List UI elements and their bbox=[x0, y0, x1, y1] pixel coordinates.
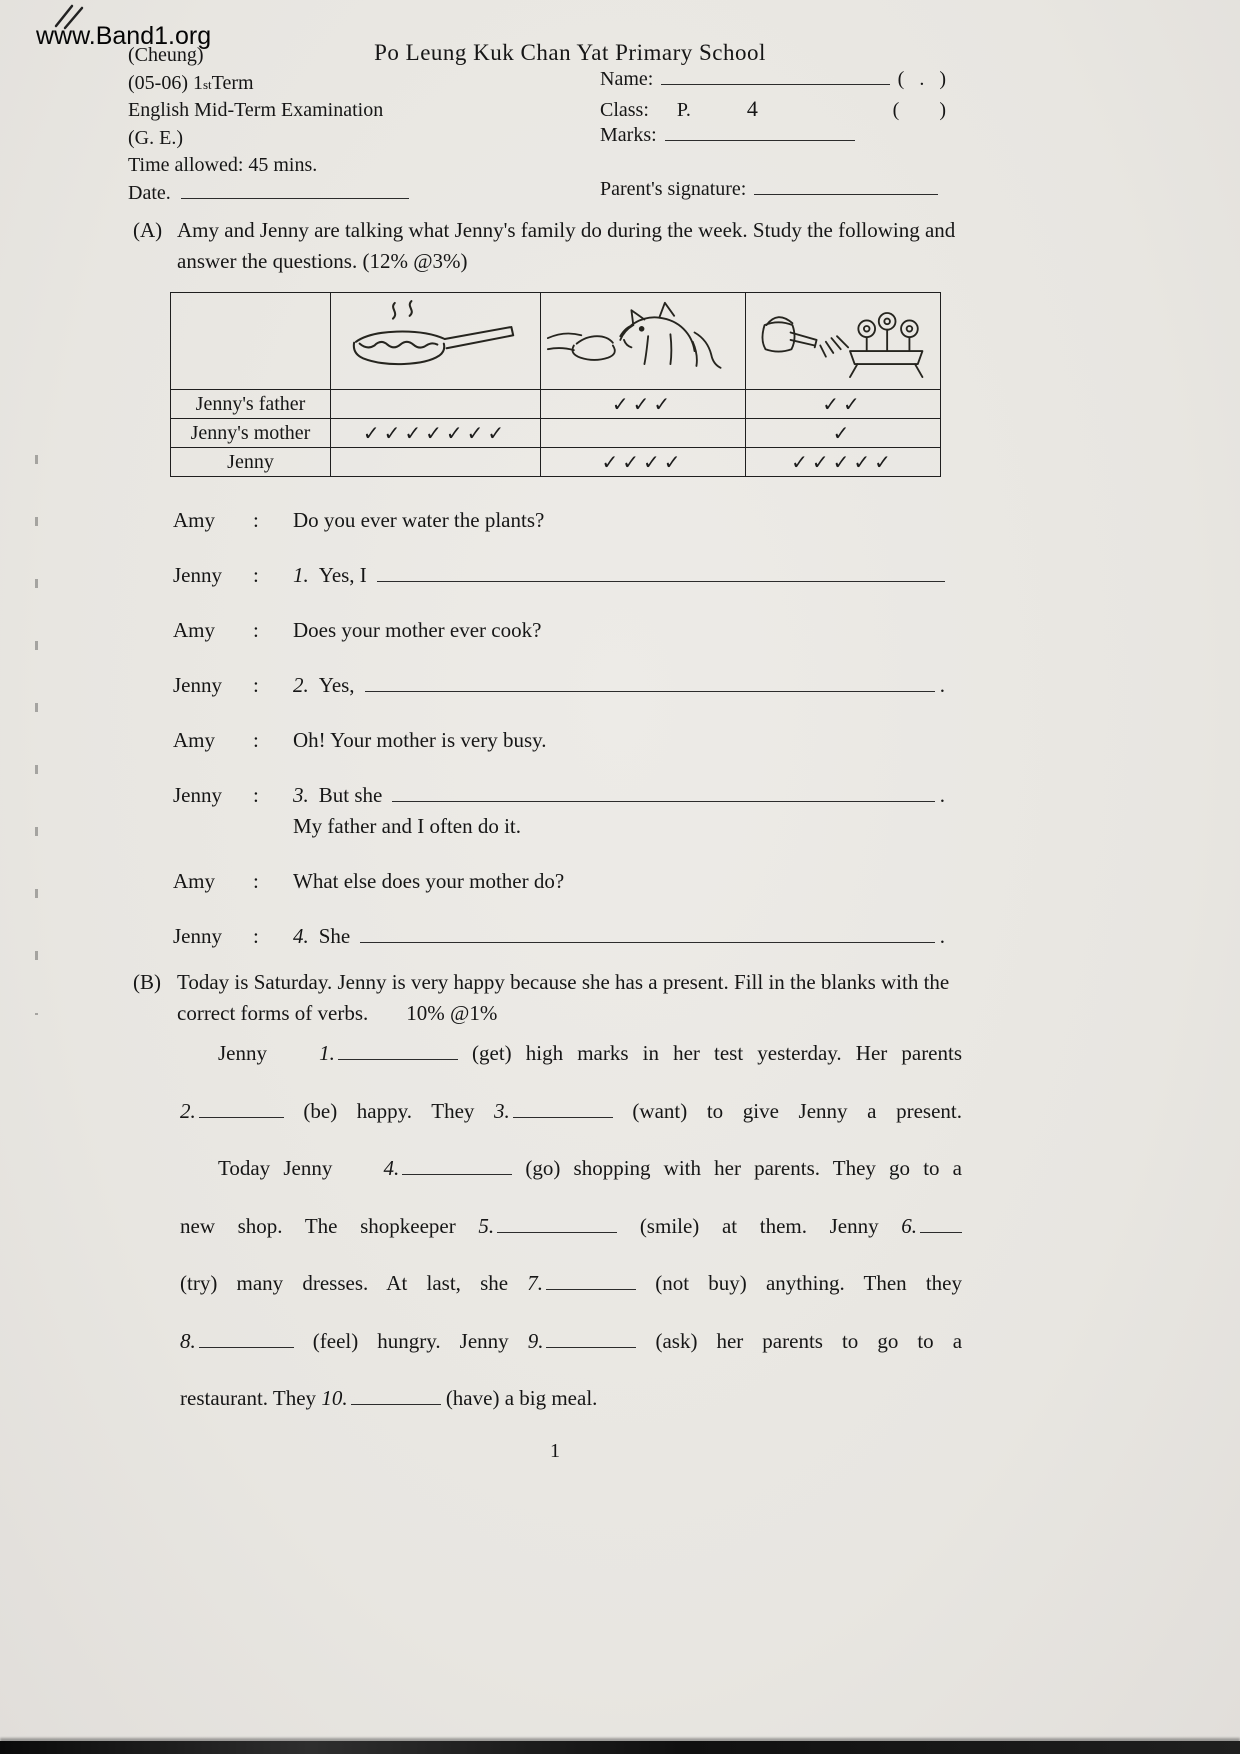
date-label: Date. bbox=[128, 181, 171, 204]
blank-line bbox=[546, 1276, 636, 1290]
name-blank bbox=[661, 71, 889, 85]
dialog-text: Does your mother ever cook? bbox=[293, 618, 542, 642]
cloze-text: (go) shopping with her parents. They go to a bbox=[525, 1156, 963, 1180]
student-info-block bbox=[600, 68, 946, 206]
check-cell bbox=[541, 419, 746, 448]
blank-line bbox=[546, 1334, 636, 1348]
dialog-text-row bbox=[293, 725, 945, 756]
cloze-line bbox=[180, 1211, 962, 1269]
marks-blank bbox=[665, 127, 855, 141]
header-cell-cooking bbox=[331, 293, 541, 390]
dialog-text: But she bbox=[318, 783, 383, 807]
cloze-text: (be) happy. They bbox=[303, 1098, 475, 1123]
answer-number: 3. bbox=[494, 1098, 510, 1123]
blank-line bbox=[199, 1334, 294, 1348]
answer-blank bbox=[365, 676, 935, 692]
cloze-line bbox=[180, 1096, 962, 1154]
dialog-content bbox=[293, 560, 945, 591]
blank-line bbox=[338, 1046, 458, 1060]
signature-line bbox=[600, 178, 946, 206]
dialog-line bbox=[173, 560, 945, 591]
feeding-dog-icon bbox=[546, 297, 741, 381]
dialog-content bbox=[293, 505, 945, 536]
cloze-line bbox=[180, 1383, 962, 1441]
cloze-line bbox=[180, 1153, 962, 1211]
dialog-content bbox=[293, 615, 945, 646]
cloze-text: new shop. The shopkeeper bbox=[180, 1213, 456, 1238]
section-b-heading bbox=[133, 967, 969, 1028]
cloze-text: (get) high marks in her test yesterday. Her parents bbox=[472, 1041, 963, 1065]
term-ordinal: st bbox=[202, 76, 212, 92]
dialog-line bbox=[173, 670, 945, 701]
dialog-text: Oh! Your mother is very busy. bbox=[293, 728, 547, 752]
cloze-text: Jenny bbox=[218, 1041, 267, 1065]
signature-label: Parent's signature: bbox=[600, 178, 747, 200]
header-cell-watering bbox=[746, 293, 941, 390]
colon: : bbox=[253, 618, 259, 642]
dialog-text-row bbox=[293, 866, 945, 897]
answer-number: 2. bbox=[180, 1098, 196, 1123]
cloze-blank bbox=[478, 1211, 617, 1241]
section-a-heading bbox=[133, 215, 961, 276]
cloze-text: (try) many dresses. At last, she bbox=[180, 1271, 509, 1295]
cloze-blank bbox=[528, 1326, 637, 1356]
name-line bbox=[600, 68, 946, 96]
pen-mark-icon bbox=[52, 2, 88, 30]
answer-number: 9. bbox=[527, 1328, 544, 1353]
colon: : bbox=[253, 869, 259, 893]
class-label: Class: bbox=[600, 99, 649, 121]
row-label: Jenny bbox=[171, 448, 331, 477]
colon: : bbox=[253, 728, 259, 752]
dialog-text: Do you ever water the plants? bbox=[293, 508, 545, 532]
answer-blank bbox=[360, 927, 935, 943]
cloze-text: (have) a big meal. bbox=[445, 1386, 598, 1410]
answer-number: 2. bbox=[293, 673, 309, 697]
speaker-name: Amy bbox=[173, 869, 215, 893]
check-cell bbox=[331, 448, 541, 477]
cloze-blank bbox=[180, 1096, 284, 1126]
check-cell: ✓✓ bbox=[746, 390, 941, 419]
marks-line bbox=[600, 124, 946, 152]
cloze-line bbox=[180, 1038, 962, 1096]
answer-number: 1. bbox=[293, 563, 309, 587]
name-paren: ( . ) bbox=[897, 68, 946, 90]
answer-number: 5. bbox=[478, 1213, 495, 1238]
blank-line bbox=[402, 1161, 512, 1175]
colon: : bbox=[253, 563, 259, 587]
sentence-period: . bbox=[939, 783, 945, 807]
speaker-name: Jenny bbox=[173, 673, 222, 697]
table-row bbox=[171, 419, 941, 448]
check-cell: ✓✓✓✓✓ bbox=[746, 448, 941, 477]
check-cell bbox=[331, 390, 541, 419]
blank-line bbox=[513, 1104, 613, 1118]
empty-header-cell bbox=[171, 293, 331, 390]
answer-number: 4. bbox=[293, 924, 309, 948]
answer-blank bbox=[392, 786, 934, 802]
dialog-line bbox=[173, 615, 945, 646]
dialog-content bbox=[293, 725, 945, 756]
exam-title: English Mid-Term Examination bbox=[128, 99, 384, 121]
row-label: Jenny's father bbox=[171, 390, 331, 419]
cloze-line bbox=[180, 1268, 962, 1326]
cloze-blank bbox=[321, 1383, 440, 1413]
speaker-name: Jenny bbox=[173, 783, 222, 807]
sentence-period: . bbox=[939, 924, 945, 948]
colon: : bbox=[253, 673, 259, 697]
signature-blank bbox=[754, 181, 938, 195]
name-label: Name: bbox=[600, 68, 654, 90]
cloze-text: (ask) her parents to go to a bbox=[655, 1328, 963, 1353]
time-allowed: Time allowed: 45 mins. bbox=[128, 154, 318, 176]
exam-info-block bbox=[128, 44, 409, 209]
cloze-text: restaurant. They bbox=[180, 1386, 317, 1410]
colon: : bbox=[253, 508, 259, 532]
answer-number: 1. bbox=[319, 1041, 335, 1065]
class-paren: ( ) bbox=[892, 99, 946, 121]
table-row bbox=[171, 448, 941, 477]
activity-table bbox=[170, 292, 941, 477]
row-label: Jenny's mother bbox=[171, 419, 331, 448]
cloze-text: (want) to give Jenny a present. bbox=[632, 1098, 963, 1123]
cloze-blank bbox=[345, 1153, 512, 1183]
dialog-line bbox=[173, 866, 945, 897]
check-cell: ✓✓✓✓✓✓✓ bbox=[331, 419, 541, 448]
sentence-period: . bbox=[939, 673, 945, 697]
dialog-text: What else does your mother do? bbox=[293, 869, 565, 893]
speaker-name: Amy bbox=[173, 618, 215, 642]
cloze-blank bbox=[494, 1096, 613, 1126]
dialog-text-row bbox=[293, 560, 945, 591]
scan-edge bbox=[0, 1741, 1240, 1754]
cloze-text: (feel) hungry. Jenny bbox=[312, 1328, 509, 1353]
answer-number: 3. bbox=[293, 783, 309, 807]
scan-artifact bbox=[35, 455, 38, 1015]
dialog-line bbox=[173, 921, 945, 952]
section-a-label: (A) bbox=[133, 218, 163, 242]
section-a-instructions: Amy and Jenny are talking what Jenny's family do during the week. Study the following and answer the questions. (12% @3%) bbox=[177, 218, 956, 273]
speaker-name: Jenny bbox=[173, 924, 222, 948]
dialog-content bbox=[293, 670, 945, 701]
section-b-instructions: Today is Saturday. Jenny is very happy because she has a present. Fill in the blanks with the correct forms of verbs. bbox=[177, 970, 950, 1025]
colon: : bbox=[253, 924, 259, 948]
table-row bbox=[171, 390, 941, 419]
class-value: P. bbox=[676, 99, 691, 121]
term-suffix: Term bbox=[211, 71, 254, 94]
check-cell: ✓✓✓✓ bbox=[541, 448, 746, 477]
speaker-name: Jenny bbox=[173, 563, 222, 587]
answer-number: 7. bbox=[527, 1271, 544, 1295]
teacher-name: (Cheung) bbox=[128, 44, 204, 66]
activity-table-body bbox=[171, 390, 941, 477]
cloze-text: (not buy) anything. Then they bbox=[655, 1271, 963, 1295]
watering-flowers-icon bbox=[746, 297, 941, 381]
cooking-pan-icon bbox=[343, 297, 528, 381]
speaker-name: Amy bbox=[173, 728, 215, 752]
cloze-blank bbox=[527, 1268, 636, 1298]
page-number: 1 bbox=[550, 1440, 560, 1462]
dialog-text-row bbox=[293, 670, 945, 701]
answer-number: 8. bbox=[180, 1328, 196, 1353]
cloze-text: Today Jenny bbox=[218, 1156, 333, 1180]
speaker-name: Amy bbox=[173, 508, 215, 532]
dialog-content bbox=[293, 866, 945, 897]
dialog-line bbox=[173, 780, 945, 842]
dialog-text: She bbox=[318, 924, 351, 948]
blank-line bbox=[497, 1219, 617, 1233]
class-line bbox=[600, 96, 946, 124]
answer-number: 6. bbox=[901, 1213, 918, 1238]
term-line bbox=[128, 72, 409, 100]
dialog-line bbox=[173, 505, 945, 536]
cloze-blank bbox=[901, 1211, 962, 1241]
dialog-text-row bbox=[293, 780, 945, 811]
section-b-marks: 10% @1% bbox=[406, 1000, 498, 1025]
table-header-row bbox=[171, 293, 941, 390]
colon: : bbox=[253, 783, 259, 807]
dialog-content bbox=[293, 780, 945, 842]
term-prefix: (05-06) 1 bbox=[128, 71, 203, 94]
dialog-section bbox=[173, 505, 945, 976]
dialog-text-row bbox=[293, 615, 945, 646]
header-cell-feeding-dog bbox=[541, 293, 746, 390]
marks-label: Marks: bbox=[600, 124, 657, 146]
watermark: www.Band1.org bbox=[36, 22, 212, 50]
date-line bbox=[128, 182, 409, 210]
cloze-blank bbox=[281, 1038, 458, 1068]
answer-number: 10. bbox=[321, 1386, 348, 1410]
dialog-text-row bbox=[293, 921, 945, 952]
school-name: Po Leung Kuk Chan Yat Primary School bbox=[374, 40, 766, 65]
blank-line bbox=[920, 1219, 962, 1233]
check-cell: ✓ bbox=[746, 419, 941, 448]
dialog-content bbox=[293, 921, 945, 952]
cloze-text: (smile) at them. Jenny bbox=[639, 1213, 879, 1238]
dialog-text: Yes, I bbox=[318, 563, 367, 587]
blank-line bbox=[351, 1391, 441, 1405]
dialog-text-row bbox=[293, 505, 945, 536]
dialog-text-second: My father and I often do it. bbox=[293, 814, 522, 838]
class-number: 4 bbox=[746, 96, 758, 121]
section-b-label: (B) bbox=[133, 970, 161, 994]
dialog-text: Yes, bbox=[318, 673, 355, 697]
check-cell: ✓✓✓ bbox=[541, 390, 746, 419]
cloze-paragraph bbox=[180, 1038, 962, 1441]
date-blank bbox=[181, 185, 409, 199]
blank-line bbox=[199, 1104, 284, 1118]
answer-blank bbox=[377, 566, 945, 582]
answer-number: 4. bbox=[383, 1156, 400, 1180]
cloze-line bbox=[180, 1326, 962, 1384]
cloze-blank bbox=[180, 1326, 294, 1356]
subject: (G. E.) bbox=[128, 126, 183, 149]
dialog-line bbox=[173, 725, 945, 756]
